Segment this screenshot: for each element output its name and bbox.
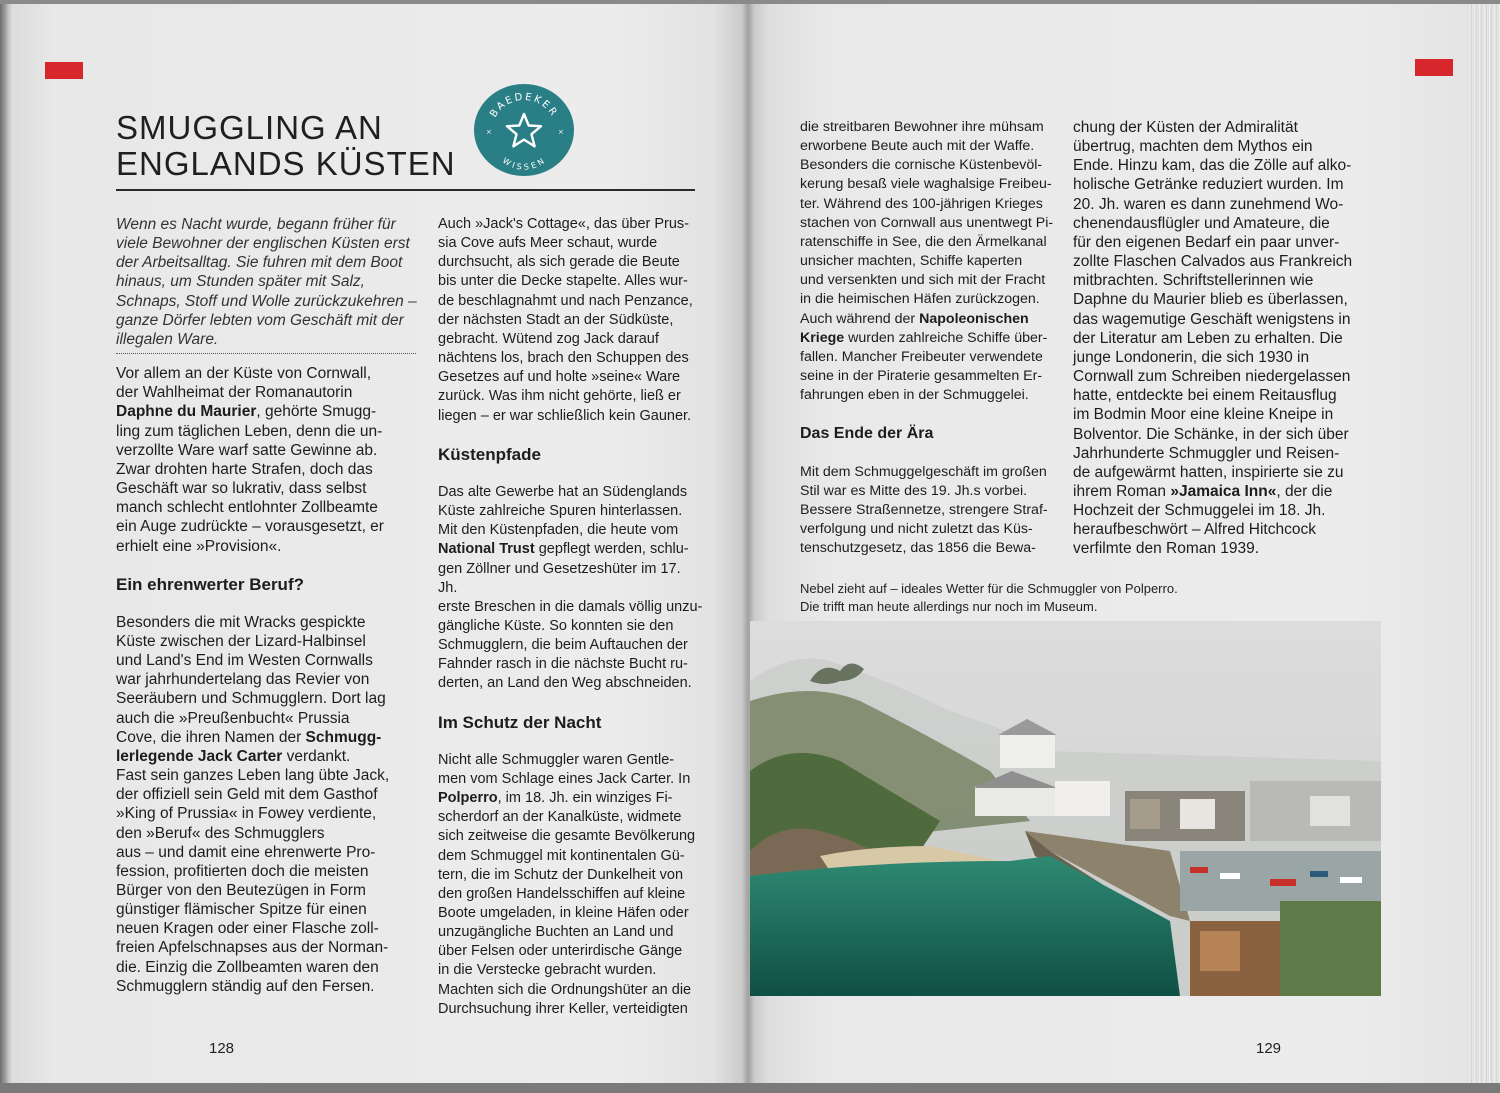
text-line: liegen – er war schließlich kein Gauner. (438, 407, 692, 424)
svg-text:×: × (486, 128, 492, 136)
badge-top-text: BAEDEKER (488, 91, 560, 120)
text-line: die streitbaren Bewohner ihre mühsam (800, 119, 1044, 135)
text-line: erhielt eine »Provision«. (116, 537, 282, 555)
polperro-harbour-photo (750, 621, 1381, 996)
column-4 (1073, 118, 1393, 559)
text-line: und Land's End im Westen Cornwalls (116, 652, 373, 670)
paragraph-kuestenpfade (438, 483, 703, 694)
text-line: war jahrhundertelang das Revier von (116, 671, 370, 689)
bottom-edge (0, 1083, 1500, 1093)
text-line: fahrungen eben in der Schmuggelei. (800, 387, 1029, 404)
top-edge (0, 0, 1500, 4)
text-line: Auch während der Napoleonischen (800, 310, 1029, 327)
text-line: de beschlagnahmt und nach Penzance, (438, 292, 693, 309)
chapter-marker-left (45, 62, 83, 79)
text-line: und versenkten und sich mit der Fracht (800, 272, 1046, 289)
bold-keyword: Daphne du Maurier (116, 403, 257, 421)
text-line: Schmugglern, die beim Auftauchen der (438, 637, 688, 654)
paragraph-ende (800, 463, 1060, 559)
text-line: neuen Kragen oder einer Flasche zoll- (116, 920, 379, 938)
text-line: den großen Handelsschiffen auf kleine (438, 885, 686, 902)
text-line: holische Getränke reduziert wurden. Im (1073, 176, 1344, 194)
caption-line-1: Nebel zieht auf – ideales Wetter für die Schmuggler von Polperro. (800, 581, 1178, 596)
heading-kuestenpfade: Küstenpfade (438, 444, 541, 464)
text-line: Bolventor. Die Schänke, in der sich über (1073, 425, 1349, 443)
text-line: erste Breschen in die damals völlig unzu- (438, 598, 703, 615)
text-line: Polperro, im 18. Jh. ein winziges Fi- (438, 790, 673, 807)
text-line: ter. Während des 100-jährigen Krieges (800, 195, 1043, 212)
text-line: der nächsten Stadt an der Südküste, (438, 311, 674, 328)
text-line: manch schlecht entlohnter Zollbeamte (116, 499, 378, 517)
text-line: in die Verstecke gebracht wurden. (438, 962, 657, 979)
text-line: 20. Jh. waren es dann zunehmend Wo- (1073, 195, 1344, 213)
text-line: in die heimischen Häfen zurückzogen. (800, 291, 1040, 308)
text-line: der Wahlheimat der Romanautorin (116, 384, 353, 402)
text-line: Besonders die mit Wracks gespickte (116, 613, 366, 631)
text-line: junge Londonerin, die sich 1930 in (1073, 348, 1310, 366)
text-line: scherdorf an der Kanalküste, widmete (438, 809, 682, 826)
text-line: Das alte Gewerbe hat an Südenglands (438, 483, 688, 500)
text-line: Cornwall zum Schreiben niedergelassen (1073, 368, 1351, 386)
text-line: Daphne du Maurier, gehörte Smugg- (116, 403, 377, 421)
text-line: freien Apfelschnapses aus der Norman- (116, 939, 389, 957)
text-line: fallen. Mancher Freibeuter verwendete (800, 348, 1043, 365)
bold-keyword: »Jamaica Inn« (1170, 482, 1277, 500)
text-line: aus – und damit eine ehrenwerte Pro- (116, 843, 376, 861)
text-line: Auch »Jack's Cottage«, das über Prus- (438, 216, 690, 232)
text-line: die. Einzig die Zollbeamten waren den (116, 958, 379, 976)
text-line: der Literatur am Leben zu erhalten. Die (1073, 329, 1343, 347)
text-line: gängliche Küste. So konnten sie den (438, 617, 674, 634)
text-line: stachen von Cornwall aus unentwegt Pi- (800, 214, 1054, 231)
text-line: günstiger flämischer Spitze für einen (116, 901, 367, 919)
text-line: übertrug, machten dem Mythos ein (1073, 138, 1313, 156)
text-line: Ende. Hinzu kam, das die Zölle auf alko- (1073, 157, 1352, 175)
text-line: zurück. Was ihm nicht gehörte, ließ er (438, 388, 681, 405)
text-line: sich zeitweise die gesamte Bevölkerung (438, 828, 696, 845)
paragraph-jamaica-inn (1073, 118, 1393, 559)
title-line-1: SMUGGLING AN (116, 109, 383, 146)
text-line: nächtens los, brach den Schuppen des (438, 350, 689, 367)
text-line: Küste zahlreiche Spuren hinterlassen. (438, 503, 683, 520)
text-line: ein Auge zudrückte – vorausgesetzt, er (116, 518, 384, 536)
text-line: Cove, die ihren Namen der Schmugg- (116, 728, 382, 746)
text-line: verfolgung und nicht zuletzt das Küs- (800, 520, 1033, 537)
svg-text:×: × (558, 128, 564, 136)
heading-ende-der-aera: Das Ende der Ära (800, 425, 934, 443)
right-page-edges (1468, 0, 1500, 1093)
text-line: Jahrhunderte Schmuggler und Reisen- (1073, 444, 1340, 462)
text-line: ling zum täglichen Leben, denn die un- (116, 422, 383, 440)
text-line: Besonders die cornische Küstenbevöl- (800, 157, 1043, 174)
text-line: Fast sein ganzes Leben lang übte Jack, (116, 767, 390, 785)
text-line: sia Cove aufs Meer schaut, wurde (438, 235, 658, 252)
text-line: seine in der Piraterie gesammelten Er- (800, 368, 1043, 385)
text-line: den »Beruf« des Schmugglers (116, 824, 325, 842)
heading-ehrenwerter-beruf: Ein ehrenwerter Beruf? (116, 574, 304, 594)
paragraph-beruf (116, 613, 421, 996)
baedeker-wissen-badge (474, 84, 574, 176)
text-line: verfilmte den Roman 1939. (1073, 540, 1260, 558)
bold-keyword: Polperro (438, 790, 498, 807)
text-line: gen Zöllner und Gesetzeshüter im 17. Jh. (438, 560, 681, 596)
bold-keyword: National Trust (438, 541, 535, 558)
text-line: lerlegende Jack Carter verdankt. (116, 747, 351, 765)
text-line: unsicher machten, Schiffe kaperten (800, 253, 1023, 270)
text-line: ratenschiffe in See, die den Ärmelkanal (800, 233, 1047, 250)
photo-caption (800, 580, 1178, 616)
text-line: Machten sich die Ordnungshüter an die (438, 981, 692, 998)
text-line: erworbene Beute auch mit der Waffe. (800, 138, 1035, 155)
text-line: verzollte Ware warf satte Gewinne ab. (116, 441, 378, 459)
text-line: hatte, entdeckte bei einem Reitausflug (1073, 387, 1337, 405)
text-line: durchsucht, als sich gerade die Beute (438, 254, 680, 271)
text-line: bis unter die Decke stapelte. Alles wur- (438, 273, 688, 290)
column-2 (438, 215, 703, 1019)
text-line: Geschäft war so lukrativ, dass selbst (116, 480, 367, 498)
text-line: Kriege wurden zahlreiche Schiffe über- (800, 329, 1048, 346)
text-line: Boote umgeladen, in kleine Häfen oder (438, 905, 689, 921)
text-line: Mit dem Schmuggelgeschäft im großen (800, 463, 1047, 480)
title-rule (116, 189, 695, 191)
text-line: »King of Prussia« in Fowey verdiente, (116, 805, 377, 823)
intro-text: Wenn es Nacht wurde, begann früher für viele Bewohner der englischen Küsten erst der Arbeitsalltag. Sie fuhren mit dem Boot hinaus, um Stunden später mit Salz, Schnaps, Stoff und Wolle zurückzukehren – ganze Dörfer lebten vom Geschäft mit der illegalen Ware. (116, 216, 417, 348)
bold-keyword: Kriege (800, 329, 845, 346)
text-line: heraufbeschwört – Alfred Hitchcock (1073, 521, 1316, 539)
text-line: National Trust gepflegt werden, schlu- (438, 541, 689, 558)
paragraph-jacks-cottage (438, 215, 703, 426)
chapter-marker-right (1415, 59, 1453, 76)
text-line: mitbrachten. Schriftstellerinnen wie (1073, 272, 1314, 290)
page-number-right: 129 (1256, 1040, 1282, 1057)
intro-divider (116, 353, 416, 354)
text-line: für den eigenen Bedarf ein paar unver- (1073, 233, 1340, 251)
heading-schutz-der-nacht: Im Schutz der Nacht (438, 712, 602, 732)
text-line: Hochzeit der Schmuggelei im 18. Jh. (1073, 502, 1326, 520)
text-line: men vom Schlage eines Jack Carter. In (438, 770, 691, 787)
text-line: der offiziell sein Geld mit dem Gasthof (116, 786, 378, 804)
column-1 (116, 215, 421, 996)
text-line: Seeräubern und Schmugglern. Dort lag (116, 690, 386, 708)
bold-keyword: lerlegende Jack Carter (116, 747, 283, 765)
text-line: tenschutzgesetz, das 1856 die Bewa- (800, 540, 1036, 557)
text-line: Bessere Straßennetze, strengere Straf- (800, 501, 1048, 518)
bold-keyword: Schmugg- (305, 728, 382, 746)
paragraph-cornwall (116, 364, 421, 556)
left-page-edges (0, 0, 14, 1093)
text-line: kerung besaß viele waghalsige Freibeu- (800, 176, 1052, 193)
text-line: gebracht. Wütend zog Jack darauf (438, 330, 659, 347)
article-title (116, 110, 456, 182)
text-line: auch die »Preußenbucht« Prussia (116, 709, 350, 727)
bold-keyword: Napoleonischen (919, 310, 1029, 327)
text-line: Daphne du Maurier blieb es überlassen, (1073, 291, 1348, 309)
text-line: Schmugglern ständig auf den Fersen. (116, 977, 375, 995)
text-line: Küste zwischen der Lizard-Halbinsel (116, 632, 366, 650)
paragraph-freibeuter (800, 118, 1060, 405)
page-number-left: 128 (209, 1040, 235, 1057)
text-line: unzugängliche Buchten an Land und (438, 924, 674, 941)
text-line: Bürger von den Beutezügen in Form (116, 882, 366, 899)
text-line: derten, an Land den Weg abschneiden. (438, 675, 692, 692)
text-line: Gesetzes auf und holte »seine« Ware (438, 369, 681, 386)
text-line: fession, profitierten doch die meisten (116, 862, 369, 880)
text-line: de aufgewärmt hatten, inspirierte sie zu (1073, 463, 1344, 481)
text-line: im Bodmin Moor eine kleine Kneipe in (1073, 406, 1334, 424)
text-line: chenendausflügler und Amateure, die (1073, 214, 1330, 232)
text-line: Durchsuchung ihrer Keller, verteidigten (438, 1000, 688, 1017)
text-line: Mit den Küstenpfaden, die heute vom (438, 522, 679, 539)
caption-line-2: Die trifft man heute allerdings nur noch im Museum. (800, 599, 1098, 614)
paragraph-schutz-der-nacht (438, 751, 703, 1019)
text-line: chung der Küsten der Admiralität (1073, 119, 1298, 136)
text-line: über Felsen oder unterirdische Gänge (438, 943, 683, 960)
text-line: ihrem Roman »Jamaica Inn«, der die (1073, 482, 1333, 500)
text-line: das wagemutige Geschäft wenigstens in (1073, 310, 1351, 328)
text-line: Vor allem an der Küste von Cornwall, (116, 365, 372, 383)
badge-bottom-text: WISSEN (500, 155, 548, 172)
text-line: dem Schmuggel mit kontinentalen Gü- (438, 847, 685, 864)
text-line: Stil war es Mitte des 19. Jh.s vorbei. (800, 482, 1028, 499)
title-line-2: ENGLANDS KÜSTEN (116, 145, 456, 182)
text-line: Fahnder rasch in die nächste Bucht ru- (438, 656, 688, 673)
text-line: tern, die im Schutz der Dunkelheit von (438, 866, 684, 883)
text-line: Nicht alle Schmuggler waren Gentle- (438, 751, 675, 768)
column-3 (800, 118, 1060, 558)
text-line: zollte Flaschen Calvados aus Frankreich (1073, 253, 1353, 271)
text-line: Zwar drohten harte Strafen, doch das (116, 460, 373, 478)
